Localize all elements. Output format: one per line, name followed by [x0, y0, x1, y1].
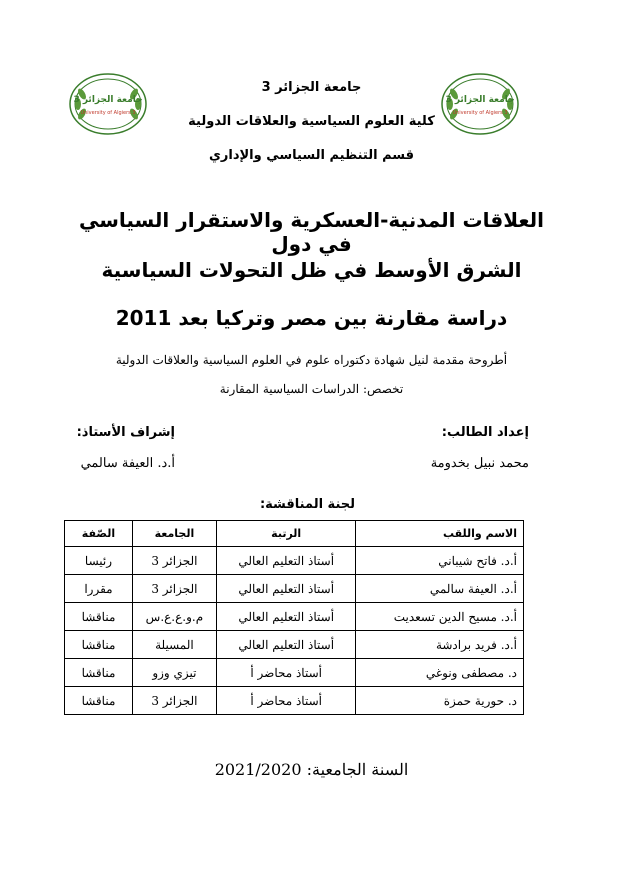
department-name: قسم التنظيم السياسي والإداري	[208, 148, 415, 163]
member-name: د. مصطفى ونوغي	[356, 659, 524, 687]
supervisor-label: إشراف الأستاذ:	[76, 425, 175, 440]
university-name: جامعة الجزائر 3	[261, 80, 362, 95]
thesis-title-line3: دراسة مقارنة بين مصر وتركيا بعد 2011	[115, 306, 508, 330]
logo-text-en: University of Algiers 3	[452, 110, 508, 116]
col-name-header: الاسم واللقب	[356, 521, 524, 547]
student-name: محمد نبيل بخدومة	[430, 456, 529, 471]
member-university: المسيلة	[132, 631, 216, 659]
member-name: أ.د. مسيح الدين تسعديت	[356, 603, 524, 631]
student-label: إعداد الطالب:	[441, 425, 529, 440]
table-row	[65, 659, 524, 687]
member-role: مقررا	[65, 575, 133, 603]
member-name: أ.د. العيفة سالمي	[356, 575, 524, 603]
member-university: الجزائر 3	[132, 687, 216, 715]
table-row	[65, 603, 524, 631]
member-name: د. حورية حمزة	[356, 687, 524, 715]
member-role: مناقشا	[65, 687, 133, 715]
member-rank: أستاذ التعليم العالي	[216, 631, 356, 659]
member-rank: أستاذ محاضر أ	[216, 659, 356, 687]
academic-year: السنة الجامعية: 2021/2020	[214, 760, 409, 779]
table-row	[65, 687, 524, 715]
faculty-name: كلية العلوم السياسية والعلاقات الدولية	[188, 114, 435, 129]
table-row	[65, 575, 524, 603]
member-rank: أستاذ التعليم العالي	[216, 547, 356, 575]
member-university: تيزي وزو	[132, 659, 216, 687]
university-logo-left	[68, 72, 148, 136]
col-university-header: الجامعة	[132, 521, 216, 547]
specialization: تخصص: الدراسات السياسية المقارنة	[219, 382, 404, 396]
committee-label: لجنة المناقشة:	[259, 497, 355, 512]
member-name: أ.د. فاتح شيباني	[356, 547, 524, 575]
table-header-row	[65, 521, 524, 547]
member-role: مناقشا	[65, 603, 133, 631]
col-role-header: الصّفة	[65, 521, 133, 547]
logo-text-ar: جامعة الجزائر 3	[73, 95, 143, 105]
member-role: مناقشا	[65, 631, 133, 659]
member-name: أ.د. فريد برادشة	[356, 631, 524, 659]
member-university: الجزائر 3	[132, 547, 216, 575]
col-rank-header: الرتبة	[216, 521, 356, 547]
table-row	[65, 631, 524, 659]
member-university: الجزائر 3	[132, 575, 216, 603]
member-university: م.و.ع.ع.س	[132, 603, 216, 631]
member-role: رئيسا	[65, 547, 133, 575]
member-role: مناقشا	[65, 659, 133, 687]
member-rank: أستاذ التعليم العالي	[216, 575, 356, 603]
member-rank: أستاذ محاضر أ	[216, 687, 356, 715]
member-rank: أستاذ التعليم العالي	[216, 603, 356, 631]
thesis-subtitle: أطروحة مقدمة لنيل شهادة دكتوراه علوم في العلوم السياسية والعلاقات الدولية	[115, 353, 508, 367]
table-row	[65, 547, 524, 575]
thesis-title-line1: العلاقات المدنية-العسكرية والاستقرار السياسي في دول	[78, 208, 545, 256]
thesis-title-line2: الشرق الأوسط في ظل التحولات السياسية	[101, 258, 522, 282]
supervisor-name: أ.د. العيفة سالمي	[80, 456, 175, 471]
logo-text-en: University of Algiers 3	[80, 110, 136, 116]
logo-text-ar: جامعة الجزائر 3	[445, 95, 515, 105]
committee-table	[64, 520, 524, 715]
